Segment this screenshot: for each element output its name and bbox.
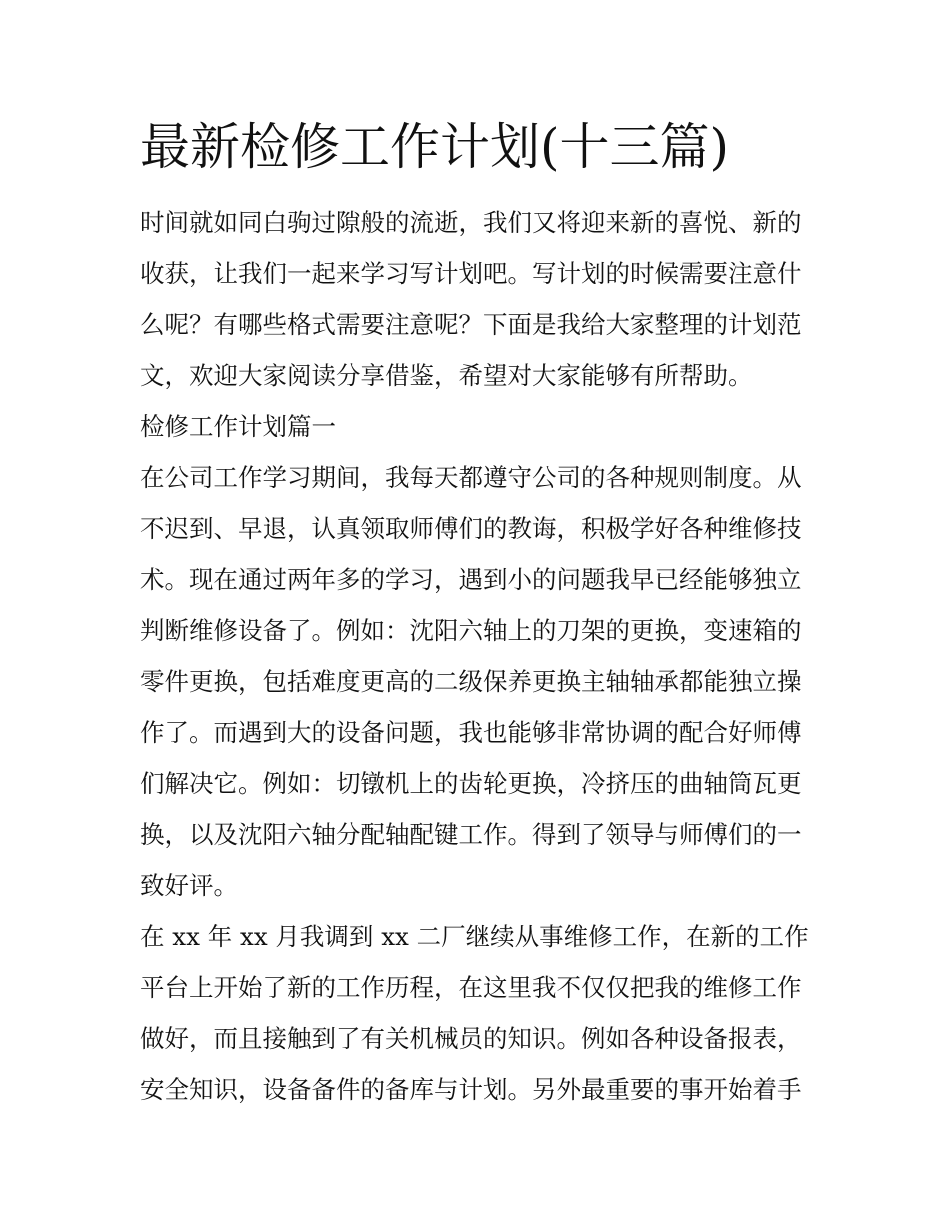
text-line: 术。现在通过两年多的学习，遇到小的问题我早已经能够独立 [140,565,802,594]
text-line: 在公司工作学习期间，我每天都遵守公司的各种规则制度。从 [140,463,802,492]
document-title: 最新检修工作计划(十三篇) [140,118,730,176]
section-heading: 检修工作计划篇一 [140,412,336,441]
document-body [140,197,812,1115]
text-line: 致好评。 [140,871,238,900]
text-line: 安全知识，设备备件的备库与计划。另外最重要的事开始着手 [140,1075,802,1104]
text-line: 文，欢迎大家阅读分享借鉴，希望对大家能够有所帮助。 [140,361,753,390]
text-line: 们解决它。例如：切镦机上的齿轮更换，冷挤压的曲轴筒瓦更 [140,769,802,798]
text-line: 在 xx 年 xx 月我调到 xx 二厂继续从事维修工作，在新的工作 [140,922,809,951]
text-line: 换，以及沈阳六轴分配轴配键工作。得到了领导与师傅们的一 [140,820,802,849]
text-line: 平台上开始了新的工作历程，在这里我不仅仅把我的维修工作 [140,973,802,1002]
text-line: 收获，让我们一起来学习写计划吧。写计划的时候需要注意什 [140,259,802,288]
text-line: 零件更换，包括难度更高的二级保养更换主轴轴承都能独立操 [140,667,802,696]
text-line: 不迟到、早退，认真领取师傅们的教诲，积极学好各种维修技 [140,514,802,543]
text-line: 作了。而遇到大的设备问题，我也能够非常协调的配合好师傅 [140,718,802,747]
text-line: 判断维修设备了。例如：沈阳六轴上的刀架的更换，变速箱的 [140,616,802,645]
text-line: 时间就如同白驹过隙般的流逝，我们又将迎来新的喜悦、新的 [140,208,802,237]
text-line: 做好，而且接触到了有关机械员的知识。例如各种设备报表， [140,1024,802,1053]
text-line: 么呢？有哪些格式需要注意呢？下面是我给大家整理的计划范 [140,310,802,339]
